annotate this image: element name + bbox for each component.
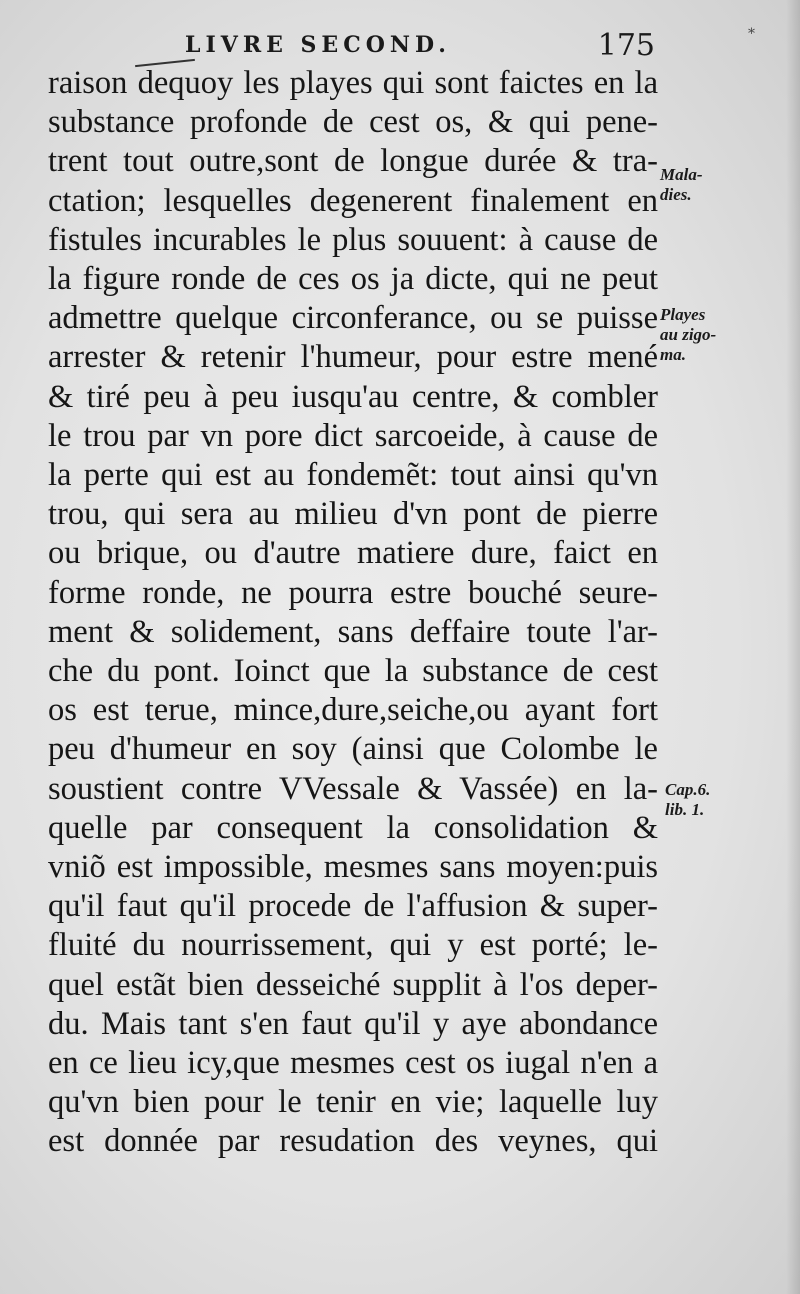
margin-note-line: Cap.6. [665, 780, 711, 799]
page-edge-shadow [786, 0, 800, 1294]
text-line: substance profonde de cest os, & qui pene- [48, 104, 658, 141]
margin-note-reference [665, 780, 710, 820]
text-line: qu'il faut qu'il procede de l'affusion & super- [48, 888, 658, 925]
text-line: du. Mais tant s'en faut qu'il y aye abondance [48, 1005, 658, 1042]
text-line: admettre quelque circonferance, ou se puisse [48, 300, 658, 337]
text-line: qu'vn bien pour le tenir en vie; laquelle luy [48, 1084, 658, 1121]
running-title: LIVRE SECOND. [185, 32, 451, 58]
text-line: ctation; lesquelles degenerent finalement en [48, 182, 658, 219]
text-line: arrester & retenir l'humeur, pour estre mené [48, 339, 658, 376]
text-line: le trou par vn pore dict sarcoeide, à cause de [48, 417, 658, 454]
text-line: & tiré peu à peu iusqu'au centre, & combler [48, 378, 658, 415]
corner-mark: * [748, 26, 755, 42]
text-line: en ce lieu icy,que mesmes cest os iugal n'en a [48, 1045, 658, 1082]
text-line: trou, qui sera au milieu d'vn pont de pierre [48, 496, 658, 533]
margin-note-line: ma. [660, 345, 686, 364]
page-number: 175 [597, 28, 655, 63]
text-line: fistules incurables le plus souuent: à cause de [48, 221, 658, 258]
text-line: la perte qui est au fondemẽt: tout ainsi qu'vn [48, 457, 658, 494]
text-line: ou brique, ou d'autre matiere dure, faict en [48, 535, 658, 572]
text-line: vniõ est impossible, mesmes sans moyen:puis [48, 849, 658, 886]
text-line: quel estãt bien desseiché supplit à l'os deper- [48, 966, 658, 1003]
margin-note-line: Mala- [660, 165, 703, 184]
text-line: forme ronde, ne pourra estre bouché seure- [48, 574, 658, 611]
body-text [48, 64, 658, 1162]
text-line: os est terue, mince,dure,seiche,ou ayant fort [48, 692, 658, 729]
text-line: peu d'humeur en soy (ainsi que Colombe le [48, 731, 658, 768]
page-header [185, 28, 655, 68]
text-line: la figure ronde de ces os ja dicte, qui ne peut [48, 261, 658, 298]
text-line: soustient contre VVessale & Vassée) en la- [48, 770, 658, 807]
text-line: est donnée par resudation des veynes, qui [48, 1123, 658, 1160]
text-line: fluité du nourrissement, qui y est porté; le- [48, 927, 658, 964]
text-line: che du pont. Ioinct que la substance de cest [48, 653, 658, 690]
margin-note-playes [660, 305, 716, 365]
margin-note-line: Playes [660, 305, 706, 324]
text-line: raison dequoy les playes qui sont faictes en la [48, 65, 658, 101]
text-line: quelle par consequent la consolidation & [48, 809, 658, 846]
text-line: trent tout outre,sont de longue durée & tra- [48, 143, 658, 180]
margin-note-line: lib. 1. [665, 800, 705, 819]
margin-note-maladies [660, 165, 703, 205]
margin-note-line: dies. [660, 185, 692, 204]
text-line: ment & solidement, sans deffaire toute l'ar- [48, 613, 658, 650]
margin-note-line: au zigo- [660, 325, 717, 344]
